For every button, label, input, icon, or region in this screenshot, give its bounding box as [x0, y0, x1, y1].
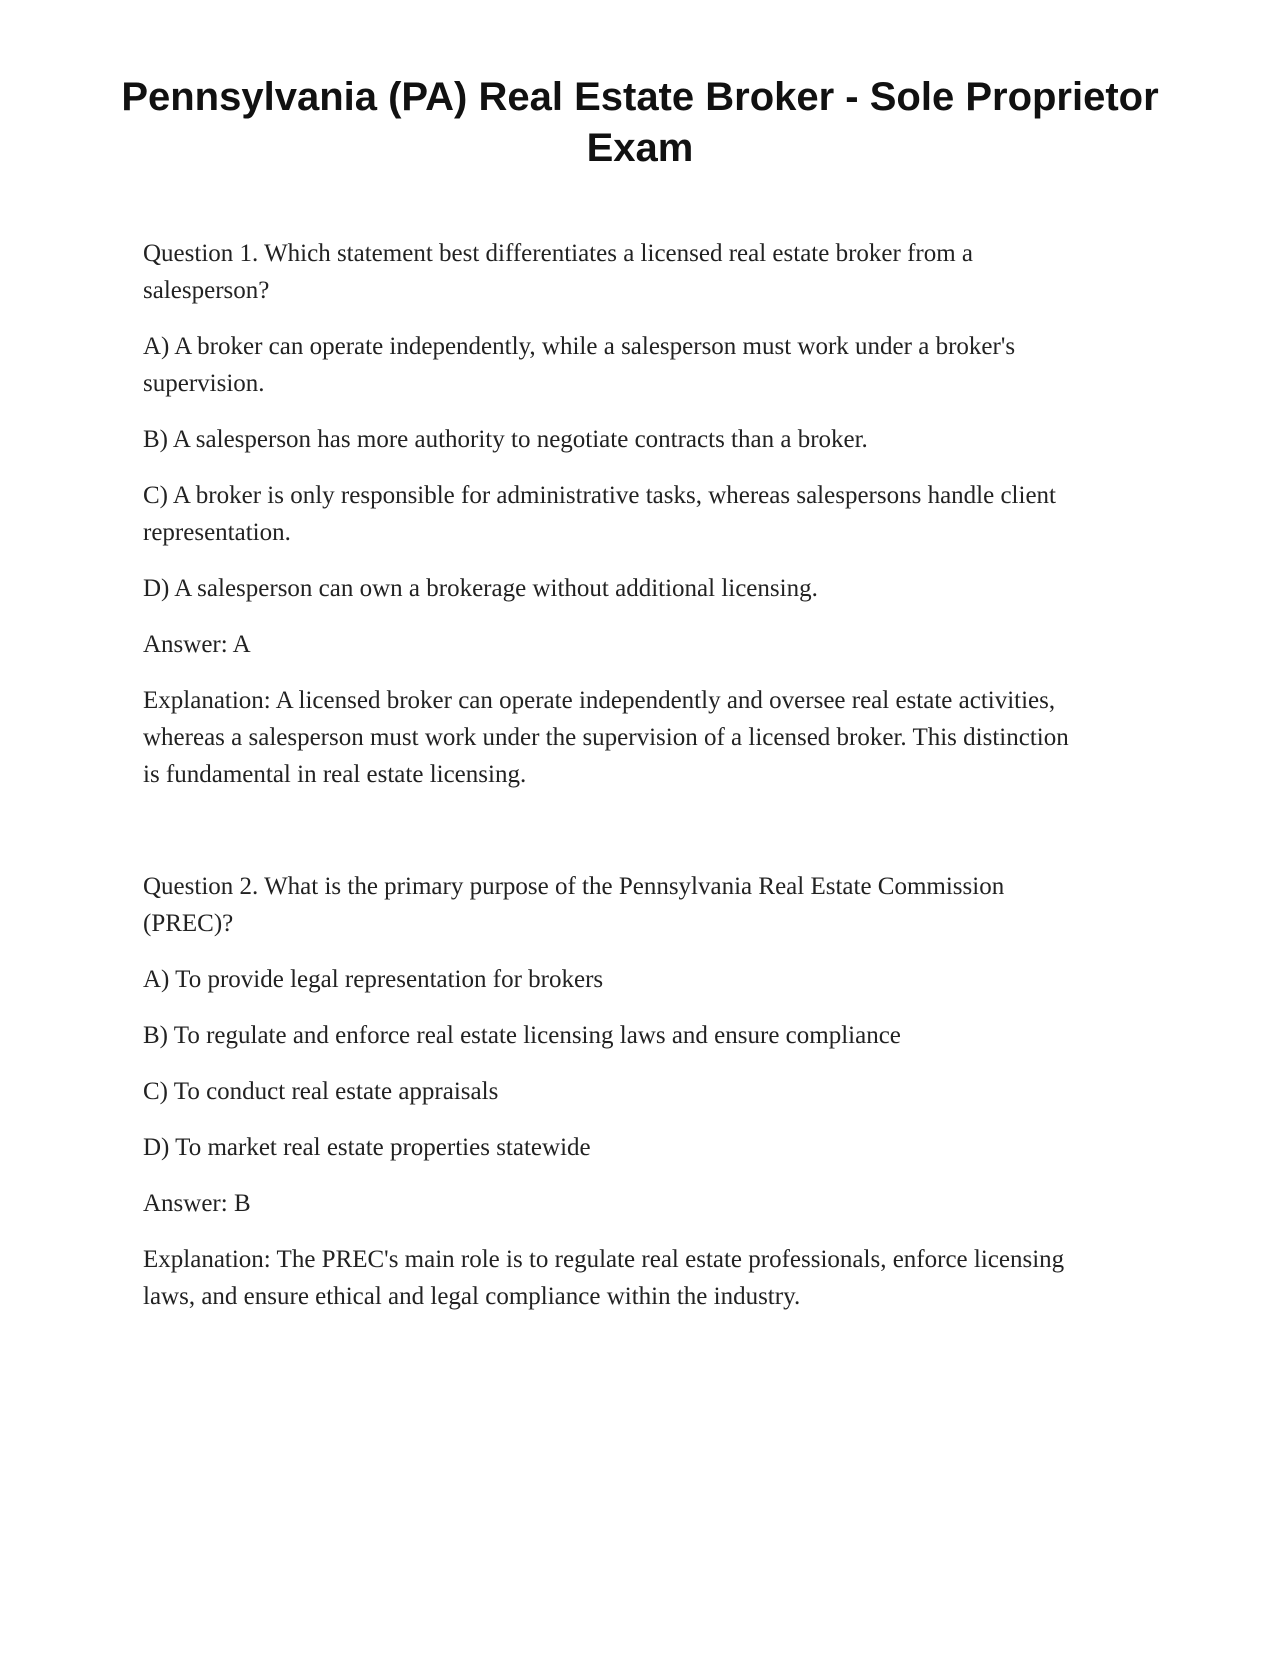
answer: Answer: B — [143, 1190, 251, 1217]
document-title: Pennsylvania (PA) Real Estate Broker - Sole Proprietor Exam — [121, 75, 1159, 170]
option-c: C) To conduct real estate appraisals — [143, 1078, 499, 1105]
option-c: C) A broker is only responsible for administrative tasks, whereas salespersons handle client representation. — [143, 482, 1056, 546]
explanation: Explanation: The PREC's main role is to regulate real estate professionals, enforce licensing laws, and ensure ethical and legal compliance within the industry. — [143, 1246, 1065, 1310]
question-text: Question 1. Which statement best differentiates a licensed real estate broker from a salesperson? — [143, 240, 974, 304]
option-d: D) To market real estate properties statewide — [143, 1134, 591, 1161]
option-a: A) To provide legal representation for brokers — [143, 966, 604, 993]
option-d: D) A salesperson can own a brokerage without additional licensing. — [143, 575, 818, 602]
document-body — [143, 235, 1078, 1390]
explanation: Explanation: A licensed broker can operate independently and oversee real estate activities, whereas a salesperson must work under the supervision of a licensed broker. This distinction is fundamental in real estate licensing. — [143, 687, 1069, 788]
question-1 — [143, 235, 1078, 793]
option-b: B) A salesperson has more authority to negotiate contracts than a broker. — [143, 426, 868, 453]
question-2 — [143, 868, 1078, 1315]
option-a: A) A broker can operate independently, while a salesperson must work under a broker's supervision. — [143, 333, 1016, 397]
option-b: B) To regulate and enforce real estate licensing laws and ensure compliance — [143, 1022, 901, 1049]
question-text: Question 2. What is the primary purpose of the Pennsylvania Real Estate Commission (PREC)? — [143, 873, 1005, 937]
answer: Answer: A — [143, 631, 251, 658]
